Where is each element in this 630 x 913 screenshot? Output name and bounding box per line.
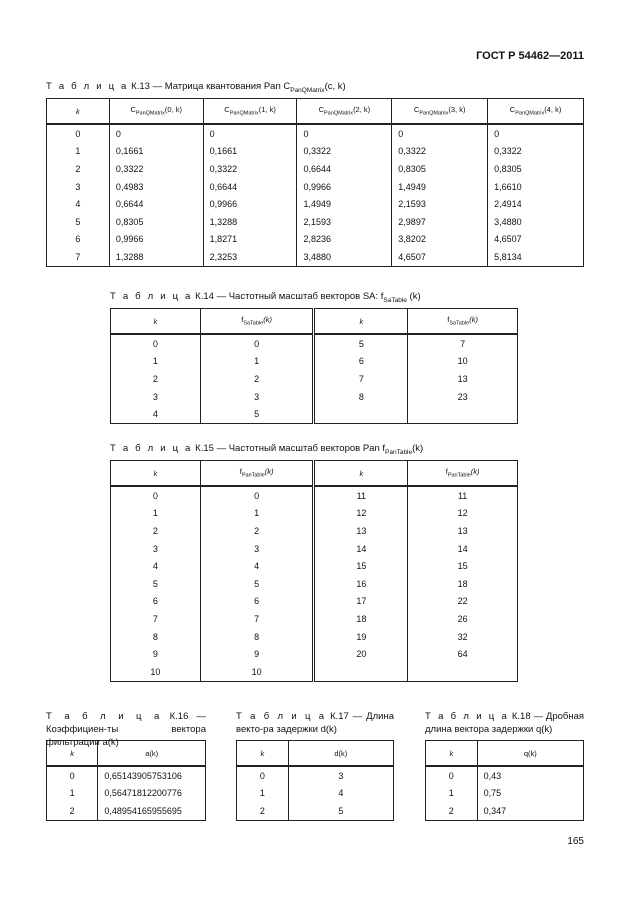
- header-c-args: (1, k): [258, 105, 276, 115]
- caption-title: К.15 — Частотный масштаб векторов Pan f: [192, 443, 386, 454]
- table-row: [237, 785, 394, 803]
- table-cell: 6: [314, 353, 408, 371]
- header-c-subscript: PanQMatrix: [324, 110, 354, 117]
- table-row: [111, 334, 518, 353]
- table-cell: 2: [200, 522, 314, 540]
- table-cell: 4: [47, 195, 110, 213]
- table-row: [47, 160, 584, 178]
- table-cell: 0: [47, 124, 110, 143]
- table-cell: 11: [314, 486, 408, 505]
- table-row: [111, 486, 518, 505]
- table-cell: 1,3288: [203, 213, 297, 231]
- table-cell: [408, 405, 518, 423]
- table-row: [47, 178, 584, 196]
- column-header-c1: [203, 99, 297, 125]
- table-label: Т а б л и ц а: [110, 443, 193, 454]
- caption-tail: (k): [406, 291, 421, 302]
- header-c-symbol: C: [509, 105, 516, 115]
- table-k15-caption: [110, 442, 423, 459]
- table-cell: 5: [111, 575, 201, 593]
- table-k13: [46, 98, 584, 267]
- column-header-k: [314, 309, 408, 335]
- table-cell: 4: [200, 557, 314, 575]
- header-c-symbol: C: [224, 105, 230, 115]
- header-f-arg: (k): [469, 315, 478, 325]
- header-k-symbol: k: [76, 106, 80, 116]
- table-row: [47, 248, 584, 266]
- table-row: [111, 522, 518, 540]
- header-c-args: (2, k): [353, 105, 371, 115]
- table-row: [47, 785, 206, 803]
- table-k17-caption: [236, 710, 394, 736]
- header-c-args: (4, k): [544, 105, 562, 115]
- table-cell: 0,347: [477, 802, 583, 820]
- column-header-f: [200, 309, 314, 335]
- table-cell: 0: [200, 334, 314, 353]
- table-row: [426, 766, 584, 785]
- table-cell: 3: [200, 388, 314, 406]
- table-cell: 0,6644: [109, 195, 203, 213]
- table-cell: 22: [408, 593, 518, 611]
- table-row: [111, 388, 518, 406]
- header-c-args: (3, k): [448, 105, 466, 115]
- caption-title: К.16 — Коэффициен-ты вектора фильтрации a(k): [46, 711, 206, 748]
- table-cell: 8: [314, 388, 408, 406]
- table-label: Т а б л и ц а: [425, 711, 509, 722]
- table-cell: 0: [47, 766, 98, 785]
- table-cell: 0: [203, 124, 297, 143]
- table-cell: 26: [408, 610, 518, 628]
- table-cell: 1,4949: [297, 195, 392, 213]
- table-cell: 0,3322: [203, 160, 297, 178]
- table-cell: 17: [314, 593, 408, 611]
- table-cell: 0,43: [477, 766, 583, 785]
- column-header-k: [237, 741, 289, 767]
- table-cell: 4,6507: [488, 231, 584, 249]
- table-cell: 5,8134: [488, 248, 584, 266]
- table-cell: 0: [426, 766, 478, 785]
- table-cell: 18: [408, 575, 518, 593]
- column-header-c4: [488, 99, 584, 125]
- table-cell: 6: [47, 231, 110, 249]
- table-cell: 15: [408, 557, 518, 575]
- header-f-arg: (k): [264, 467, 274, 477]
- table-row: [111, 405, 518, 423]
- table-row: [47, 124, 584, 143]
- table-cell: 3: [288, 766, 393, 785]
- caption-title: К.13 — Матрица квантования Pan C: [128, 81, 291, 92]
- table-row: [47, 231, 584, 249]
- table-cell: 1: [47, 785, 98, 803]
- table-cell: 10: [408, 353, 518, 371]
- table-cell: 2: [426, 802, 478, 820]
- column-header-value: a(k): [98, 741, 206, 767]
- table-cell: 2: [237, 802, 289, 820]
- column-header-f: [200, 461, 314, 487]
- table-row: [111, 593, 518, 611]
- table-cell: 18: [314, 610, 408, 628]
- table-cell: 6: [200, 593, 314, 611]
- table-row: [111, 628, 518, 646]
- column-header-k: [47, 741, 98, 767]
- table-cell: 3: [200, 540, 314, 558]
- table-cell: 5: [200, 405, 314, 423]
- header-c-subscript: PanQMatrix: [419, 110, 449, 117]
- header-c-symbol: C: [130, 105, 136, 115]
- column-header-value: q(k): [477, 741, 583, 767]
- column-header-value: d(k): [288, 741, 393, 767]
- header-k-symbol: k: [153, 316, 158, 326]
- header-c-subscript: PanQMatrix: [229, 110, 259, 117]
- table-cell: 1,3288: [109, 248, 203, 266]
- table-cell: 7: [47, 248, 110, 266]
- table-cell: 4,6507: [392, 248, 488, 266]
- table-row: [111, 663, 518, 681]
- table-label: Т а б л и ц а: [46, 711, 162, 722]
- document-code: ГОСТ Р 54462—2011: [476, 50, 584, 62]
- table-cell: 0,9966: [109, 231, 203, 249]
- column-header-f: [408, 309, 518, 335]
- table-k14: [110, 308, 518, 424]
- table-cell: 0,65143905753106: [98, 766, 206, 785]
- table-cell: 0: [111, 486, 201, 505]
- table-cell: 4: [111, 405, 201, 423]
- header-f-arg: (k): [470, 467, 480, 477]
- table-cell: 3: [111, 540, 201, 558]
- table-cell: 1,6610: [488, 178, 584, 196]
- table-cell: 0,75: [477, 785, 583, 803]
- table-label: Т а б л и ц а: [110, 291, 193, 302]
- header-k-symbol: k: [153, 468, 158, 478]
- table-cell: 5: [314, 334, 408, 353]
- table-cell: 1: [426, 785, 478, 803]
- table-cell: 2: [111, 522, 201, 540]
- caption-title: К.18 — Дробная длина вектора задержки q(k): [425, 711, 584, 735]
- table-cell: 64: [408, 645, 518, 663]
- table-cell: 1: [111, 353, 201, 371]
- table-k17: [236, 740, 394, 821]
- table-cell: [408, 663, 518, 681]
- header-f-subscript: SaTable: [449, 320, 470, 327]
- table-cell: 1,8271: [203, 231, 297, 249]
- table-row: [47, 143, 584, 161]
- table-row: [111, 645, 518, 663]
- table-row: [47, 213, 584, 231]
- table-cell: 5: [47, 213, 110, 231]
- table-k15: [110, 460, 518, 682]
- table-row: [111, 370, 518, 388]
- column-header-k: [111, 461, 201, 487]
- page-number: 165: [567, 836, 584, 847]
- table-cell: 0,1661: [203, 143, 297, 161]
- table-cell: 0,3322: [297, 143, 392, 161]
- table-cell: 7: [200, 610, 314, 628]
- table-cell: 11: [408, 486, 518, 505]
- table-k16: [46, 740, 206, 821]
- caption-title: К.14 — Частотный масштаб векторов SA: f: [192, 291, 384, 302]
- table-k13-caption: [46, 80, 346, 97]
- column-header-c2: [297, 99, 392, 125]
- header-c-symbol: C: [413, 105, 420, 115]
- caption-title: К.17 — Длина векто-ра задержки d(k): [236, 711, 394, 735]
- table-cell: 0,8305: [488, 160, 584, 178]
- table-cell: 16: [314, 575, 408, 593]
- header-f-symbol: f: [239, 467, 242, 477]
- table-cell: 7: [111, 610, 201, 628]
- table-cell: 8: [200, 628, 314, 646]
- table-cell: 19: [314, 628, 408, 646]
- table-row: [111, 610, 518, 628]
- header-f-symbol: f: [447, 315, 450, 325]
- header-k-symbol: k: [359, 316, 364, 326]
- table-cell: 9: [200, 645, 314, 663]
- table-row: [111, 575, 518, 593]
- column-header-k: [111, 309, 201, 335]
- caption-tail: (с, k): [324, 81, 346, 92]
- table-cell: 20: [314, 645, 408, 663]
- caption-subscript: PanQMatrix: [290, 86, 325, 94]
- header-f-subscript: SaTable: [243, 320, 264, 327]
- table-row: [426, 785, 584, 803]
- table-cell: 0,56471812200776: [98, 785, 206, 803]
- header-c-symbol: C: [318, 105, 325, 115]
- table-cell: 0,4983: [109, 178, 203, 196]
- caption-subscript: PanTable: [385, 448, 413, 456]
- column-header-k: [314, 461, 408, 487]
- header-c-subscript: PanQMatrix: [515, 110, 545, 117]
- table-cell: 1: [111, 505, 201, 523]
- table-cell: 0: [488, 124, 584, 143]
- table-row: [237, 802, 394, 820]
- table-cell: 14: [408, 540, 518, 558]
- table-cell: 9: [111, 645, 201, 663]
- table-row: [426, 802, 584, 820]
- table-cell: 4: [111, 557, 201, 575]
- table-cell: 0: [109, 124, 203, 143]
- column-header-k: [426, 741, 478, 767]
- table-row: [47, 802, 206, 820]
- table-k18: [425, 740, 584, 821]
- header-k-symbol: k: [449, 748, 454, 758]
- table-cell: 5: [288, 802, 393, 820]
- caption-subscript: SaTable: [383, 296, 407, 304]
- header-c-args: (0, k): [164, 105, 182, 115]
- table-cell: 0,8305: [392, 160, 488, 178]
- table-cell: 2,1593: [392, 195, 488, 213]
- header-k-symbol: k: [70, 748, 75, 758]
- table-cell: 2,1593: [297, 213, 392, 231]
- table-cell: 0: [297, 124, 392, 143]
- table-cell: 2,9897: [392, 213, 488, 231]
- table-cell: 2,4914: [488, 195, 584, 213]
- column-header-c0: [109, 99, 203, 125]
- table-cell: 3,4880: [488, 213, 584, 231]
- table-cell: 2: [111, 370, 201, 388]
- table-cell: 10: [111, 663, 201, 681]
- table-cell: 0,9966: [297, 178, 392, 196]
- table-cell: 0,1661: [109, 143, 203, 161]
- table-cell: 13: [408, 370, 518, 388]
- table-cell: 0,6644: [297, 160, 392, 178]
- table-row: [111, 540, 518, 558]
- table-cell: 7: [314, 370, 408, 388]
- table-cell: 0: [200, 486, 314, 505]
- table-cell: 1: [200, 353, 314, 371]
- table-cell: 12: [408, 505, 518, 523]
- table-cell: 6: [111, 593, 201, 611]
- table-cell: 15: [314, 557, 408, 575]
- table-cell: 23: [408, 388, 518, 406]
- header-k-symbol: k: [359, 468, 364, 478]
- table-cell: [314, 405, 408, 423]
- table-row: [237, 766, 394, 785]
- table-label: Т а б л и ц а: [46, 81, 129, 92]
- table-cell: 2,3253: [203, 248, 297, 266]
- table-cell: 3: [111, 388, 201, 406]
- table-cell: 3: [47, 178, 110, 196]
- column-header-c3: [392, 99, 488, 125]
- table-row: [47, 766, 206, 785]
- table-cell: [314, 663, 408, 681]
- header-c-subscript: PanQMatrix: [135, 110, 165, 117]
- table-row: [111, 505, 518, 523]
- table-cell: 2: [47, 802, 98, 820]
- header-f-subscript: PanTable: [447, 472, 471, 479]
- table-cell: 13: [314, 522, 408, 540]
- table-k14-caption: [110, 290, 421, 307]
- table-cell: 0,3322: [392, 143, 488, 161]
- table-cell: 10: [200, 663, 314, 681]
- table-cell: 1,4949: [392, 178, 488, 196]
- header-f-arg: (k): [263, 315, 272, 325]
- table-cell: 12: [314, 505, 408, 523]
- table-cell: 3,8202: [392, 231, 488, 249]
- table-cell: 2: [47, 160, 110, 178]
- caption-tail: (k): [412, 443, 424, 454]
- header-f-subscript: PanTable: [241, 472, 265, 479]
- table-cell: 8: [111, 628, 201, 646]
- table-cell: 0: [392, 124, 488, 143]
- table-row: [111, 557, 518, 575]
- table-cell: 0,3322: [109, 160, 203, 178]
- table-cell: 32: [408, 628, 518, 646]
- table-cell: 0,8305: [109, 213, 203, 231]
- table-cell: 3,4880: [297, 248, 392, 266]
- header-k-symbol: k: [260, 748, 265, 758]
- header-f-symbol: f: [241, 315, 244, 325]
- table-cell: 0,9966: [203, 195, 297, 213]
- table-cell: 1: [237, 785, 289, 803]
- table-row: [47, 195, 584, 213]
- table-cell: 14: [314, 540, 408, 558]
- column-header-f: [408, 461, 518, 487]
- table-cell: 2,8236: [297, 231, 392, 249]
- table-row: [111, 353, 518, 371]
- table-label: Т а б л и ц а: [236, 711, 327, 722]
- table-cell: 0,48954165955695: [98, 802, 206, 820]
- header-f-symbol: f: [445, 467, 448, 477]
- table-cell: 5: [200, 575, 314, 593]
- table-cell: 7: [408, 334, 518, 353]
- table-cell: 0: [237, 766, 289, 785]
- table-k18-caption: [425, 710, 584, 736]
- table-cell: 13: [408, 522, 518, 540]
- table-cell: 2: [200, 370, 314, 388]
- table-cell: 0: [111, 334, 201, 353]
- column-header-k: [47, 99, 110, 125]
- table-cell: 1: [47, 143, 110, 161]
- table-cell: 1: [200, 505, 314, 523]
- table-cell: 0,3322: [488, 143, 584, 161]
- table-cell: 0,6644: [203, 178, 297, 196]
- table-cell: 4: [288, 785, 393, 803]
